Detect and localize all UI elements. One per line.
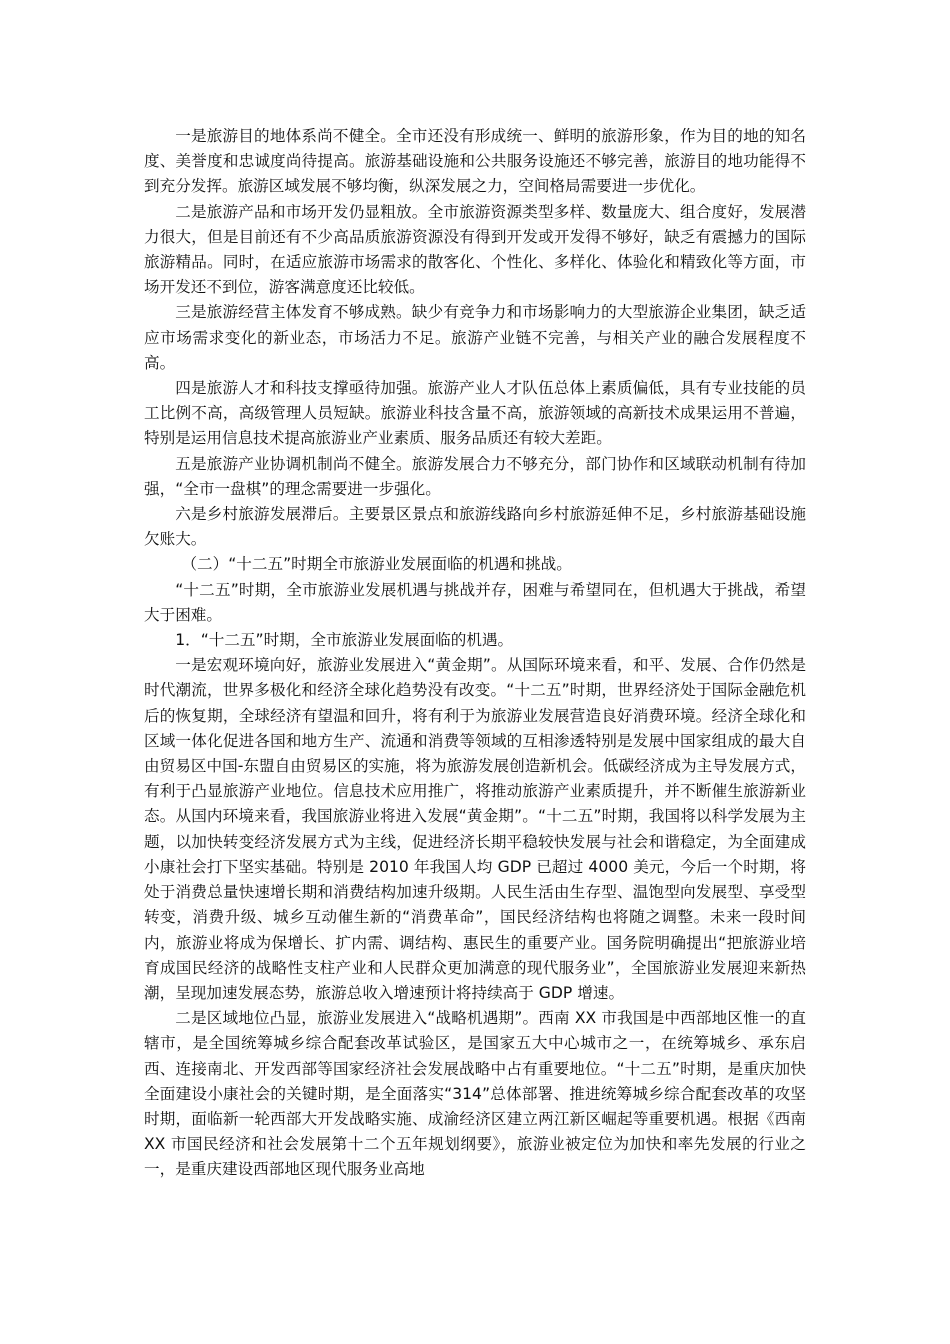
paragraph-regional-status: 二是区域地位凸显，旅游业发展进入“战略机遇期”。西南 XX 市我国是中西部地区惟一的直辖市，是全国统筹城乡综合配套改革试验区，是国家五大中心城市之一，在统筹城乡、承东启西、连接南北、开发西部等国家经济社会发展战略中占有重要地位。“十二五”时期，是重庆加快全面建设小康社会的关键时期，是全面落实“314”总体部署、推进统筹城乡综合配套改革的攻坚时期，面临新一轮西部大开发战略实施、成渝经济区建立两江新区崛起等重要机遇。根据《西南 XX 市国民经济和社会发展第十二个五年规划纲要》，旅游业被定位为加快和率先发展的行业之一，是重庆建设西部地区现代服务业高地 [144,1009,806,1179]
subheading-opportunities: 1．“十二五”时期，全市旅游业发展面临的机遇。 [175,631,514,650]
paragraph-macro-environment: 一是宏观环境向好，旅游业发展进入“黄金期”。从国际环境来看，和平、发展、合作仍然是时代潮流，世界多极化和经济全球化趋势没有改变。“十二五”时期，世界经济处于国际金融危机后的恢复期，全球经济有望温和回升，将有利于为旅游业发展营造良好消费环境。经济全球化和区域一体化促进各国和地方生产、流通和消费等领域的互相渗透特别是发展中国家组成的最大自由贸易区中国-东盟自由贸易区的实施，将为旅游发展创造新机会。低碳经济成为主导发展方式，有利于凸显旅游产业地位。信息技术应用推广，将推动旅游产业素质提升，并不断催生旅游新业态。从国内环境来看，我国旅游业将进入发展“黄金期”。“十二五”时期，我国将以科学发展为主题，以加快转变经济发展方式为主线，促进经济长期平稳较快发展与社会和谐稳定，为全面建成小康社会打下坚实基础。特别是 2010 年我国人均 GDP 已超过 4000 美元，今后一个时期，将处于消费总量快速增长期和消费结构加速升级期。人民生活由生存型、温饱型向发展型、享受型转变，消费升级、城乡互动催生新的“消费革命”，国民经济结构也将随之调整。未来一段时间内，旅游业将成为保增长、扩内需、调结构、惠民生的重要产业。国务院明确提出“把旅游业培育成国民经济的战略性支柱产业和人民群众更加满意的现代服务业”，全国旅游业发展迎来新热潮，呈现加速发展态势，旅游总收入增速预计将持续高于 GDP 增速。 [144,656,806,1002]
paragraph-talent-technology: 四是旅游人才和科技支撑亟待加强。旅游产业人才队伍总体上素质偏低，具有专业技能的员工比例不高，高级管理人员短缺。旅游业科技含量不高，旅游领域的高新技术成果运用不普遍，特别是运用信息技术提高旅游业产业素质、服务品质还有较大差距。 [144,379,806,448]
paragraph-destination-system: 一是旅游目的地体系尚不健全。全市还没有形成统一、鲜明的旅游形象，作为目的地的知名度、美誉度和忠诚度尚待提高。旅游基础设施和公共服务设施还不够完善，旅游目的地功能得不到充分发挥。旅游区域发展不够均衡，纵深发展之力，空间格局需要进一步优化。 [144,127,806,196]
paragraph-rural-tourism: 六是乡村旅游发展滞后。主要景区景点和旅游线路向乡村旅游延伸不足，乡村旅游基础设施欠账大。 [144,505,806,549]
paragraph-overview: “十二五”时期，全市旅游业发展机遇与挑战并存，困难与希望同在，但机遇大于挑战，希望大于困难。 [144,580,806,624]
document-page [144,124,806,1183]
paragraph-coordination: 五是旅游产业协调机制尚不健全。旅游发展合力不够充分，部门协作和区域联动机制有待加强，“全市一盘棋”的理念需要进一步强化。 [144,454,806,498]
section-heading-opportunities-challenges: （二）“十二五”时期全市旅游业发展面临的机遇和挑战。 [181,555,572,574]
paragraph-products-markets: 二是旅游产品和市场开发仍显粗放。全市旅游资源类型多样、数量庞大、组合度好，发展潜力很大，但是目前还有不少高品质旅游资源没有得到开发或开发得不够好，缺乏有震撼力的国际旅游精品。同时，在适应旅游市场需求的散客化、个性化、多样化、体验化和精致化等方面，市场开发还不到位，游客满意度还比较低。 [144,202,806,297]
paragraph-business-entities: 三是旅游经营主体发育不够成熟。缺少有竞争力和市场影响力的大型旅游企业集团，缺乏适应市场需求变化的新业态，市场活力不足。旅游产业链不完善，与相关产业的融合发展程度不高。 [144,303,806,372]
